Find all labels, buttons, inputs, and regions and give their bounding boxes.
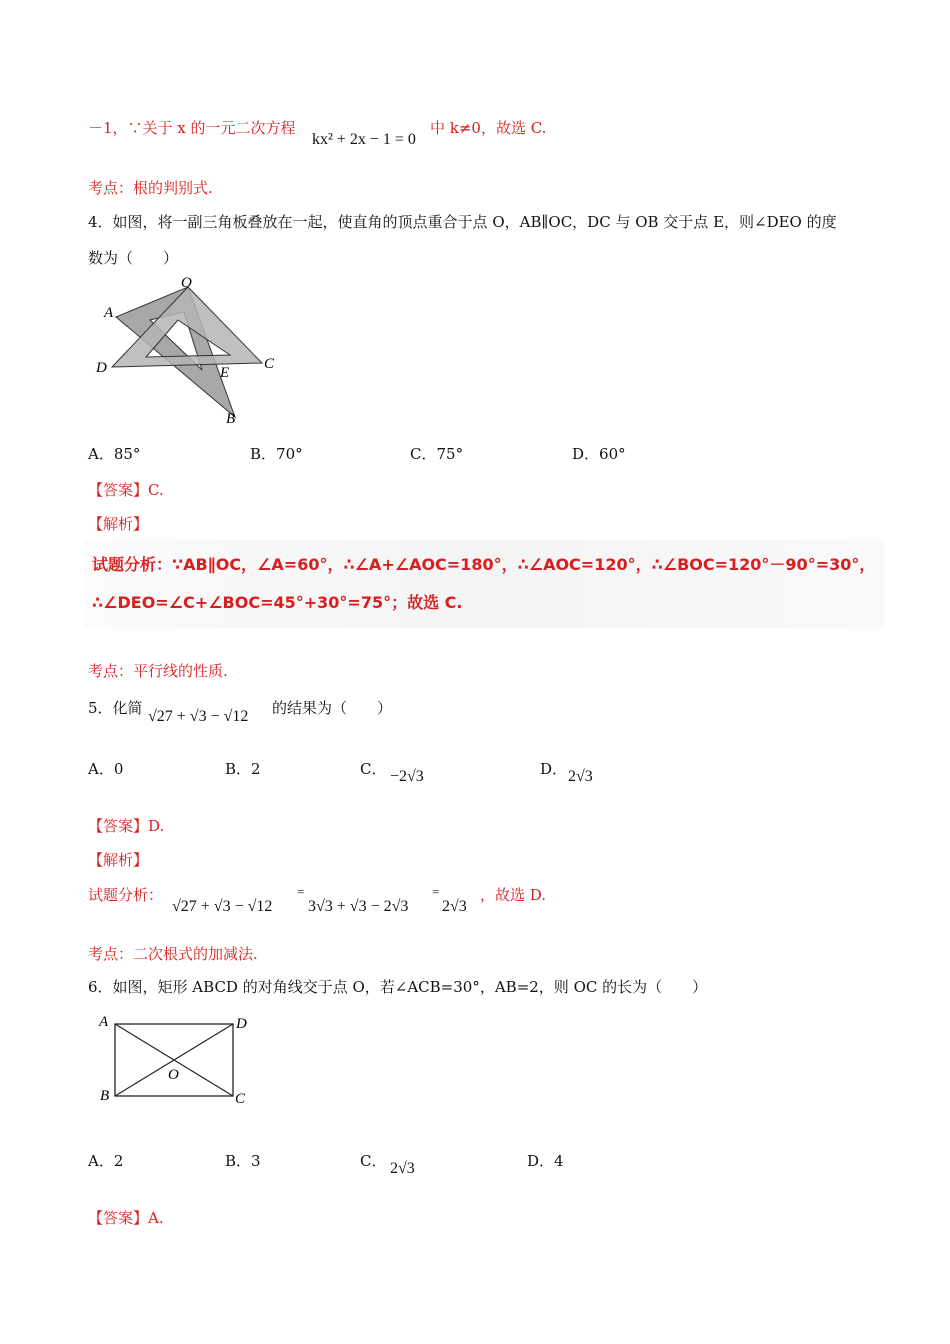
q4-analysis-line2: ∴∠DEO=∠C+∠BOC=45°+30°=75°；故选 C.	[92, 593, 463, 612]
q5-option-c-label: C．	[360, 760, 387, 778]
q4-stem-line1: 4．如图，将一副三角板叠放在一起，使直角的顶点重合于点 O，AB∥OC，DC 与 OB 交于点 E，则∠DEO 的度	[88, 213, 837, 231]
q5-analysis-eq1: =	[297, 884, 305, 899]
q4-answer: 【答案】C.	[88, 481, 164, 499]
q5-option-d-label: D．	[540, 760, 568, 778]
label-c: C	[235, 1091, 246, 1107]
prev-answer-tail: 中 k≠0，故选 C.	[430, 119, 547, 137]
label-d: D	[96, 360, 107, 376]
q6-option-b: B．3	[225, 1152, 261, 1170]
q4-stem-line2: 数为（ ）	[88, 249, 179, 267]
q5-analysis-prefix: 试题分析：	[88, 886, 164, 904]
q5-option-b: B．2	[225, 760, 261, 778]
q5-option-d-value: 2√3	[568, 768, 593, 785]
kaodian-3: 考点：根的判别式.	[88, 179, 213, 197]
q5-stem-expression: √27 + √3 − √12	[148, 708, 249, 725]
q4-figure-triangles	[90, 275, 290, 430]
label-o: O	[181, 275, 192, 291]
label-a: A	[99, 1014, 109, 1030]
q5-analysis-expr1: √27 + √3 − √12	[172, 898, 273, 915]
q5-analysis-suffix: ，故选 D.	[480, 886, 547, 904]
q6-option-c-label: C．	[360, 1152, 387, 1170]
label-d: D	[236, 1016, 247, 1032]
q5-analysis-eq2: =	[432, 884, 440, 899]
label-c: C	[264, 356, 275, 372]
q5-option-c-value: −2√3	[390, 768, 424, 785]
label-a: A	[104, 305, 114, 321]
q5-stem-prefix: 5．化简	[88, 699, 143, 717]
q6-answer: 【答案】A.	[88, 1209, 164, 1227]
q5-analysis-expr2: 3√3 + √3 − 2√3	[308, 898, 409, 915]
q4-kaodian: 考点：平行线的性质.	[88, 662, 228, 680]
q4-analysis-line1: 试题分析：∵AB∥OC，∠A=60°，∴∠A+∠AOC=180°，∴∠AOC=120°，∴∠BOC=120°－90°=30°，	[92, 555, 876, 574]
q5-kaodian: 考点：二次根式的加减法.	[88, 945, 258, 963]
prev-equation: kx² + 2x − 1 = 0	[312, 131, 416, 148]
q6-option-c-value: 2√3	[390, 1160, 415, 1177]
label-o: O	[168, 1067, 179, 1083]
q6-figure-rectangle	[92, 1010, 262, 1110]
q5-option-a: A．0	[88, 760, 124, 778]
q5-analysis-title: 【解析】	[88, 851, 149, 869]
prev-answer-text: －1，∵关于 x 的一元二次方程	[88, 119, 296, 137]
q5-stem-suffix: 的结果为（ ）	[272, 699, 393, 717]
q4-option-b: B．70°	[250, 445, 303, 463]
q4-option-d: D．60°	[572, 445, 626, 463]
q5-answer: 【答案】D.	[88, 817, 165, 835]
prev-answer-line	[88, 117, 296, 138]
q6-option-a: A．2	[88, 1152, 124, 1170]
label-e: E	[220, 365, 230, 381]
q6-stem: 6．如图，矩形 ABCD 的对角线交于点 O，若∠ACB=30°，AB=2，则 OC 的长为（ ）	[88, 978, 708, 996]
q4-option-a: A．85°	[88, 445, 141, 463]
q4-option-c: C．75°	[410, 445, 464, 463]
q5-analysis-expr3: 2√3	[442, 898, 467, 915]
q6-option-d: D．4	[527, 1152, 564, 1170]
label-b: B	[226, 411, 236, 427]
label-b: B	[100, 1088, 110, 1104]
q4-analysis-title: 【解析】	[88, 515, 149, 533]
